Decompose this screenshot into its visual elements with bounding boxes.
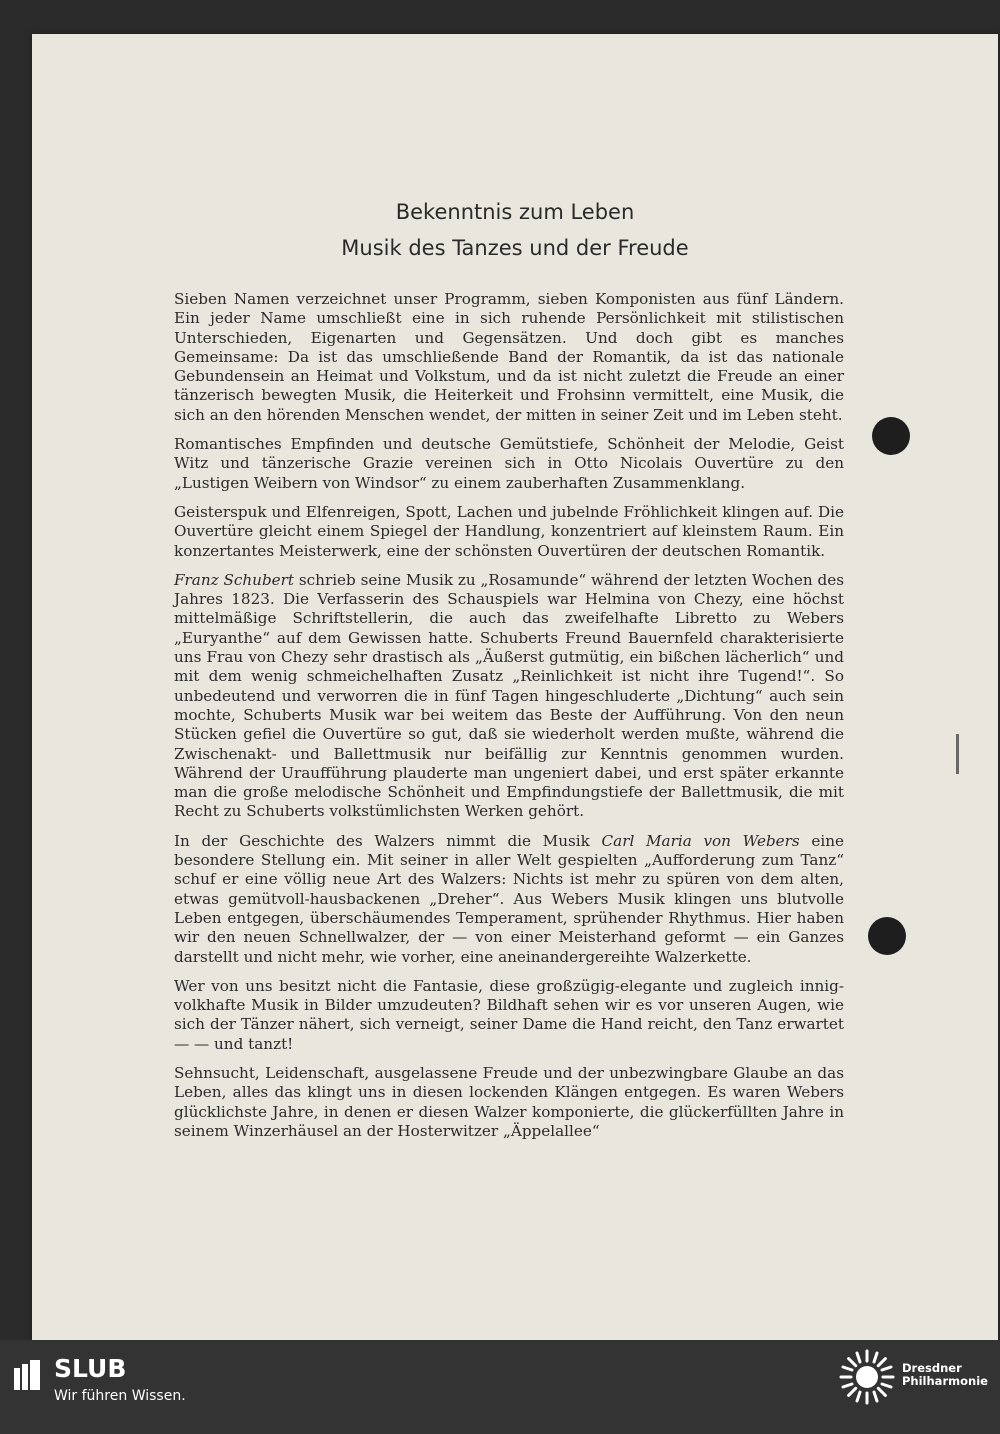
- paragraph: [174, 571, 844, 822]
- paragraph-text: eine besondere Stellung ein. Mit seiner in aller Welt gespielten „Aufforderung zum Tanz“ schuf er eine völlig neue Art des Walzers: Nichts ist mehr zu spüren von dem alten, etwas gemütvoll-hausbackenen „Dreher“. Aus Webers Musik klingen uns blutvolle Leben entgegen, überschäumendes Temperament, sprühender Rhythmus. Hier haben wir den neuen Schnellwalzer, der — von einer Meisterhand geformt — ein Ganzes darstellt und nicht mehr, wie vorher, eine aneinandergereihte Walzerkette.: [174, 831, 845, 966]
- slub-tagline: Wir führen Wissen.: [54, 1388, 186, 1404]
- paragraph: Romantisches Empfinden und deutsche Gemütstiefe, Schönheit der Melodie, Geist Witz und tänzerische Grazie vereinen sich in Otto Nicolais Ouvertüre zu den „Lustigen Weibern von Windsor“ zu einem zauberhaften Zusammenklang.: [174, 435, 844, 492]
- paragraph: Sehnsucht, Leidenschaft, ausgelassene Freude und der unbezwingbare Glaube an das Leben, alles das klingt uns in diesen lockenden Klängen entgegen. Es waren Webers glücklichste Jahre, in denen er diesen Walzer komponierte, die glückerfüllten Jahre in seinem Winzerhäusel an der Hosterwitzer „Äppelallee“: [174, 1063, 844, 1140]
- slub-logo-icon: [14, 1360, 42, 1390]
- composer-name: Carl Maria von Webers: [601, 831, 800, 850]
- punch-hole: [872, 417, 910, 455]
- philharmonie-name: [902, 1362, 988, 1388]
- paragraph: Wer von uns besitzt nicht die Fantasie, diese großzügig-elegante und zugleich innig-volkhafte Musik in Bilder umzudeuten? Bildhaft sehen wir es vor unseren Augen, wie sich der Tänzer nähert, sich verneigt, seiner Dame die Hand reicht, den Tanz erwartet — — und tanzt!: [174, 976, 844, 1053]
- composer-name: Franz Schubert: [174, 570, 295, 589]
- slub-brand: SLUB: [54, 1354, 127, 1383]
- paper-mark: [956, 734, 959, 774]
- document-page: [32, 34, 998, 1340]
- page-subtitle: Musik des Tanzes und der Freude: [341, 236, 689, 260]
- partner-line-2: Philharmonie: [902, 1374, 988, 1388]
- paragraph-text: schrieb seine Musik zu „Rosamunde“ während der letzten Wochen des Jahres 1823. Die Verfasserin des Schauspiels war Helmina von Chezy, eine höchst mittelmäßige Schriftstellerin, die auch das zweifelhafte Libretto zu Webers „Euryanthe“ auf dem Gewissen hatte. Schuberts Freund Bauernfeld charakterisierte uns Frau von Chezy sehr drastisch als „Äußerst gutmütig, ein bißchen lächerlich“ und mit dem wenig schmeichelhaften Zusatz „Reinlichkeit ist nicht ihre Tugend!“. So unbedeutend und verworren die in fünf Tagen hingeschluderte „Dichtung“ auch sein mochte, Schuberts Musik war bei weitem das Beste der Aufführung. Von den neun Stücken gefiel die Ouvertüre so gut, daß sie wiederholt werden mußte, während die Zwischenakt- und Ballettmusik nur beifällig zur Kenntnis genommen wurden. Während der Uraufführung plauderte man ungeniert dabei, und erst später erkannte man die große melodische Schönheit und Empfindungstiefe der Ballettmusik, die mit Recht zu Schuberts volkstümlichsten Werken gehört.: [174, 570, 845, 821]
- philharmonie-logo-icon: [838, 1348, 896, 1406]
- page-title: Bekenntnis zum Leben: [395, 200, 635, 224]
- paragraph: Sieben Namen verzeichnet unser Programm, sieben Komponisten aus fünf Ländern. Ein jeder Name umschließt eine in sich ruhende Persönlichkeit mit stilistischen Unterschieden, Eigenarten und Gegensätzen. Und doch gibt es manches Gemeinsame: Da ist das umschließende Band der Romantik, da ist das nationale Gebundensein an Heimat und Volkstum, und da ist nicht zuletzt die Freude an einer tänzerisch bewegten Musik, die Heiterkeit und Frohsinn vermittelt, eine Musik, die sich an den hörenden Menschen wendet, der mitten in seiner Zeit und im Leben steht.: [174, 290, 844, 424]
- paragraph: Geisterspuk und Elfenreigen, Spott, Lachen und jubelnde Fröhlichkeit klingen auf. Die Ouvertüre gleicht einem Spiegel der Handlung, konzentriert auf kleinstem Raum. Ein konzertantes Meisterwerk, eine der schönsten Ouvertüren der deutschen Romantik.: [174, 502, 844, 560]
- article-body: [174, 290, 844, 1151]
- paragraph: [174, 832, 844, 967]
- partner-line-1: Dresdner: [902, 1361, 962, 1375]
- footer-bar: [0, 1340, 1000, 1434]
- paragraph-text: In der Geschichte des Walzers nimmt die Musik: [174, 831, 590, 850]
- punch-hole: [868, 917, 906, 955]
